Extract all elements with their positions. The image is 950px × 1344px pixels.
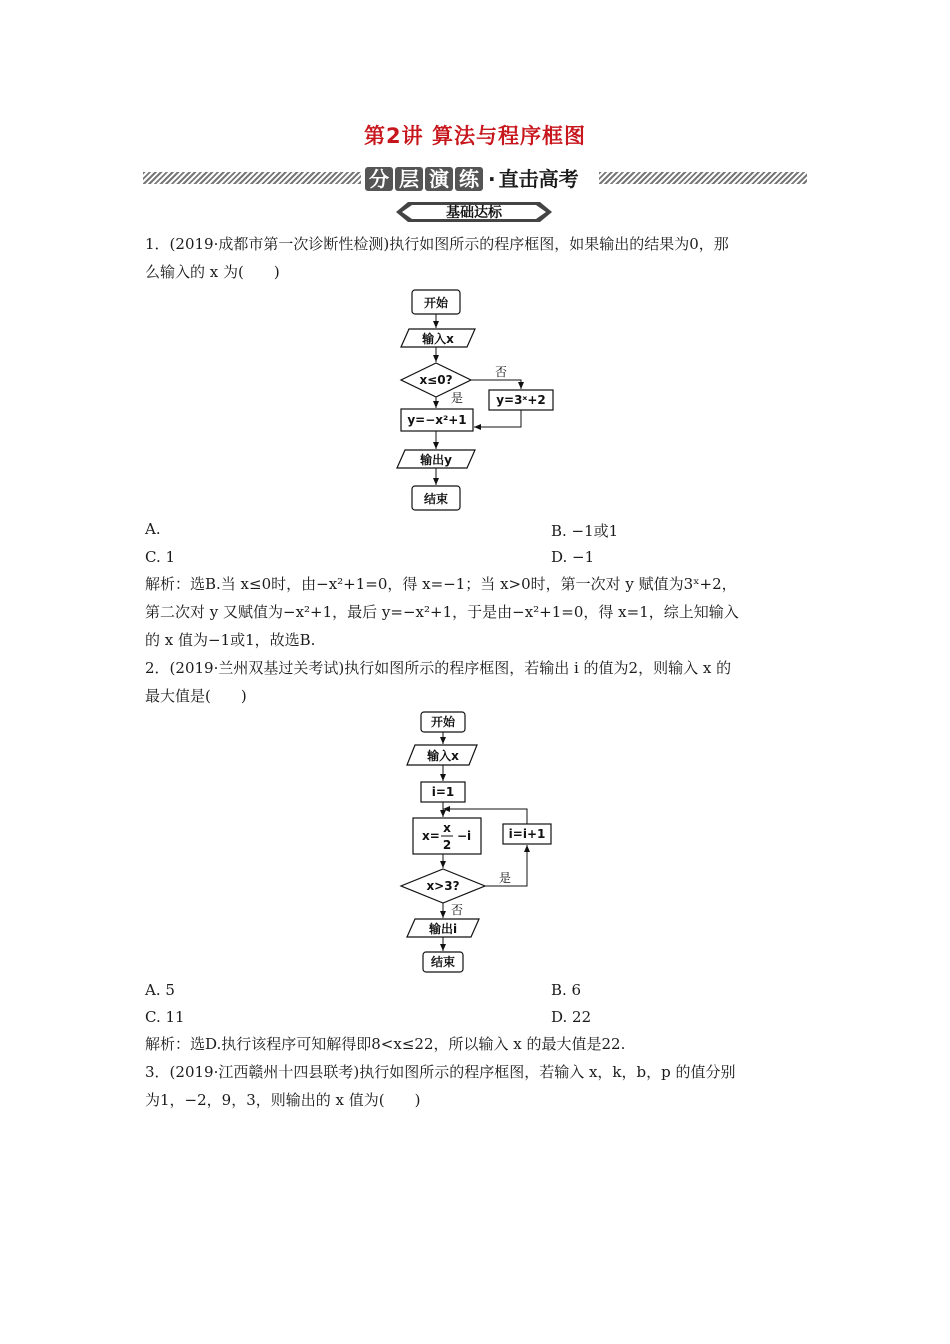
page-title: 第2讲 算法与程序框图 xyxy=(364,124,586,148)
q1-option-c: C. 1 xyxy=(145,548,176,566)
q1-end-label: 结束 xyxy=(423,492,449,506)
banner-chip-2: 层 xyxy=(395,167,423,191)
q2-no-label: 否 xyxy=(451,903,464,917)
q2-incr-label: i=i+1 xyxy=(508,827,546,841)
q1-option-a: A. xyxy=(145,520,161,538)
q1-option-b: B. −1或1 xyxy=(551,522,619,540)
q1-cond-label: x≤0? xyxy=(419,373,453,387)
banner-label xyxy=(365,164,595,194)
q2-cond-label: x>3? xyxy=(426,879,460,893)
banner-chip-4: 练 xyxy=(455,167,483,191)
q3-stem-line1: 3．(2019·江西赣州十四县联考)执行如图所示的程序框图，若输入 x，k，b，p 的值分别 xyxy=(145,1063,736,1081)
q1-option-d: D. −1 xyxy=(551,548,595,566)
q2-init-label: i=1 xyxy=(431,785,455,799)
q2-frac-num: x xyxy=(443,821,451,835)
banner-chip-3: 演 xyxy=(425,167,453,191)
section-banner xyxy=(143,164,807,194)
q1-stem-line2: 么输入的 x 为( ) xyxy=(145,263,280,281)
banner-hatch-left xyxy=(143,172,361,184)
q3-stem xyxy=(145,1058,810,1114)
q2-input-label: 输入x xyxy=(427,749,459,763)
q1-yes-label: 是 xyxy=(451,391,464,405)
q1-start-label: 开始 xyxy=(423,296,449,310)
q2-assign-lhs: x= xyxy=(422,829,440,843)
q1-arrow-no xyxy=(471,380,521,389)
q1-analysis xyxy=(145,570,810,654)
sub-banner xyxy=(394,200,554,224)
q1-flowchart xyxy=(385,286,565,514)
q2-option-d: D. 22 xyxy=(551,1008,592,1026)
q1-stem-line1: 1．(2019·成都市第一次诊断性检测)执行如图所示的程序框图，如果输出的结果为0，那 xyxy=(145,235,729,253)
q2-yes-label: 是 xyxy=(499,871,512,885)
q2-start-label: 开始 xyxy=(430,715,456,729)
q1-input-label: 输入x xyxy=(422,332,454,346)
q1-assign-main-label: y=−x²+1 xyxy=(407,413,467,427)
q1-analysis-line1: 解析：选B.当 x≤0时，由−x²+1=0，得 x=−1；当 x>0时，第一次对 y 赋值为3ˣ+2， xyxy=(145,575,737,593)
q1-arrow-merge xyxy=(474,410,521,427)
q2-frac-den: 2 xyxy=(442,838,452,852)
q3-stem-line2: 为1，−2，9，3，则输出的 x 值为( ) xyxy=(145,1091,421,1109)
q2-flowchart xyxy=(395,708,560,978)
q1-output-label: 输出y xyxy=(420,453,452,467)
q2-end-label: 结束 xyxy=(430,955,456,969)
q2-output-label: 输出i xyxy=(428,922,458,936)
sub-banner-label: 基础达标 xyxy=(446,205,502,221)
q2-option-b: B. 6 xyxy=(551,981,582,999)
q1-stem xyxy=(145,230,810,286)
q1-assign-right-label: y=3ˣ+2 xyxy=(496,393,546,407)
banner-chip-1: 分 xyxy=(365,167,393,191)
q2-assign-rhs: −i xyxy=(457,829,472,843)
q2-option-a: A. 5 xyxy=(145,981,175,999)
banner-dot: · xyxy=(488,167,496,191)
q1-analysis-line3: 的 x 值为−1或1，故选B. xyxy=(145,631,316,649)
q2-stem-line1: 2．(2019·兰州双基过关考试)执行如图所示的程序框图，若输出 i 的值为2，则输入 x 的 xyxy=(145,659,732,677)
q2-stem xyxy=(145,654,810,710)
q2-option-c: C. 11 xyxy=(145,1008,185,1026)
banner-rest: 直击高考 xyxy=(498,167,579,191)
q2-stem-line2: 最大值是( ) xyxy=(145,687,247,705)
q1-analysis-line2: 第二次对 y 又赋值为−x²+1，最后 y=−x²+1，于是由−x²+1=0，得 x=1，综上知输入 xyxy=(145,603,739,621)
q1-no-label: 否 xyxy=(495,365,508,379)
banner-hatch-right xyxy=(599,172,807,184)
q2-analysis: 解析：选D.执行该程序可知解得即8<x≤22，所以输入 x 的最大值是22. xyxy=(145,1035,626,1053)
